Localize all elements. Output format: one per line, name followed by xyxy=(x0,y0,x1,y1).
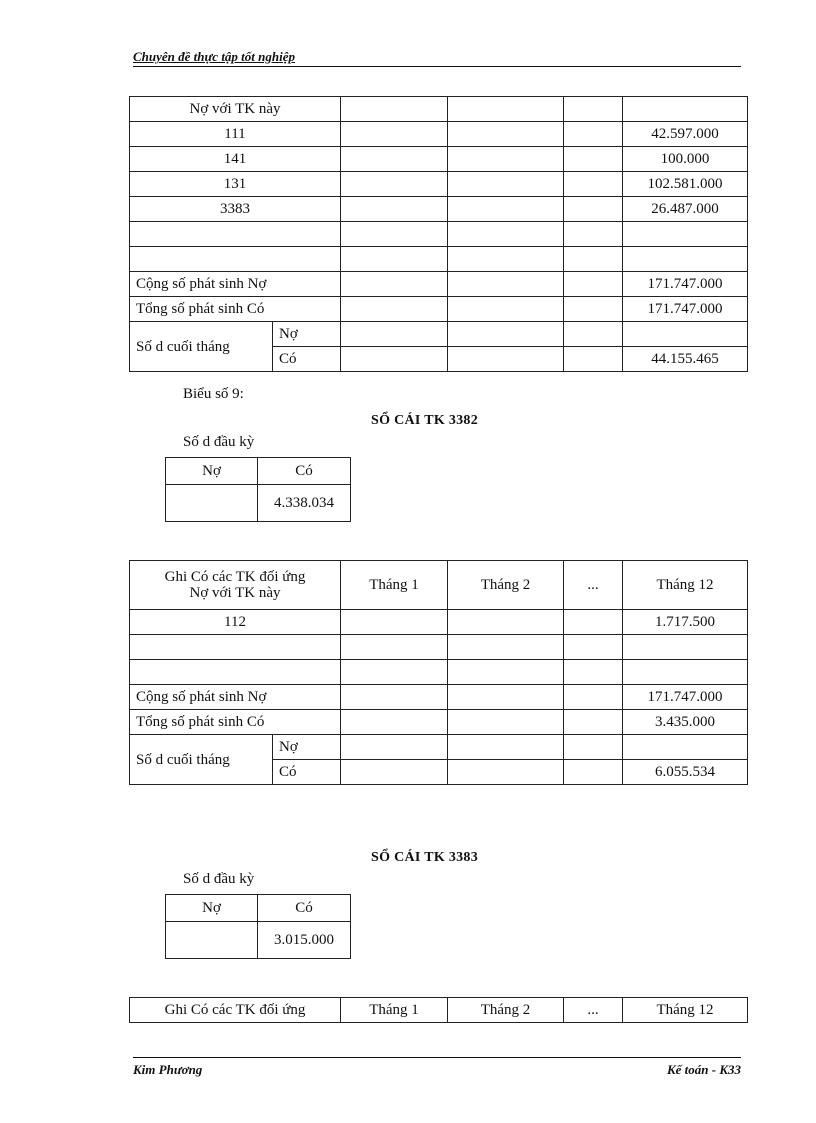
opening-credit-value: 3.015.000 xyxy=(258,922,351,959)
exhibit-label: Biểu số 9: xyxy=(183,386,244,402)
ledger-3382-title: SỔ CÁI TK 3382 xyxy=(371,413,479,428)
opening-debit-header: Nợ xyxy=(166,895,258,922)
total-debit-row xyxy=(130,685,748,710)
total-credit-row xyxy=(130,710,748,735)
account-column-header: Ghi Có các TK đối ứng xyxy=(130,998,341,1023)
table-row-empty xyxy=(130,247,748,272)
footer-author: Kim Phương xyxy=(133,1062,203,1077)
closing-credit-label: Có xyxy=(273,760,341,785)
amount-cell: 100.000 xyxy=(623,147,748,172)
account-cell: 3383 xyxy=(130,197,341,222)
closing-debit-label: Nợ xyxy=(273,735,341,760)
amount-cell: 26.487.000 xyxy=(623,197,748,222)
account-cell: 111 xyxy=(130,122,341,147)
month-1-header: Tháng 1 xyxy=(341,998,448,1023)
opening-credit-header: Có xyxy=(258,895,351,922)
table-row xyxy=(130,122,748,147)
total-debit-value: 171.747.000 xyxy=(623,685,748,710)
ledger-3382-table xyxy=(129,560,748,785)
ellipsis-header: ... xyxy=(564,998,623,1023)
opening-credit-header: Có xyxy=(258,458,351,485)
month-1-header: Tháng 1 xyxy=(341,561,448,610)
month-2-header: Tháng 2 xyxy=(448,561,564,610)
opening-balance-label: Số d đầu kỳ xyxy=(183,871,255,887)
closing-credit-label: Có xyxy=(273,347,341,372)
ledger-3383-table xyxy=(129,997,748,1023)
table-row-empty xyxy=(130,660,748,685)
opening-balance-label: Số d đầu kỳ xyxy=(183,434,255,450)
total-credit-row xyxy=(130,297,748,322)
month-12-header: Tháng 12 xyxy=(623,561,748,610)
table-row xyxy=(130,610,748,635)
table-row xyxy=(130,197,748,222)
table-row xyxy=(130,147,748,172)
opening-balance-table xyxy=(165,457,351,522)
total-credit-value: 3.435.000 xyxy=(623,710,748,735)
total-credit-label: Tổng số phát sinh Có xyxy=(130,710,341,735)
total-debit-label: Cộng số phát sinh Nợ xyxy=(130,685,341,710)
month-12-header: Tháng 12 xyxy=(623,998,748,1023)
page-footer xyxy=(133,1057,741,1078)
month-2-header: Tháng 2 xyxy=(448,998,564,1023)
closing-credit-value: 44.155.465 xyxy=(623,347,748,372)
ellipsis-header: ... xyxy=(564,561,623,610)
ledger-3383-title: SỔ CÁI TK 3383 xyxy=(371,850,479,865)
table-row xyxy=(130,97,748,122)
total-debit-value: 171.747.000 xyxy=(623,272,748,297)
opening-balance-table xyxy=(165,894,351,959)
footer-course: Kế toán - K33 xyxy=(666,1062,741,1077)
total-credit-label: Tổng số phát sinh Có xyxy=(130,297,341,322)
table-header-row xyxy=(130,998,748,1023)
table-row-empty xyxy=(130,635,748,660)
ledger-table-continued xyxy=(129,96,748,372)
amount-cell: 1.717.500 xyxy=(623,610,748,635)
closing-label: Số d cuối tháng xyxy=(130,322,273,372)
opening-credit-value: 4.338.034 xyxy=(258,485,351,522)
total-credit-value: 171.747.000 xyxy=(623,297,748,322)
table-row xyxy=(130,172,748,197)
opening-debit-header: Nợ xyxy=(166,458,258,485)
account-column-header: Ghi Có các TK đối ứng Nợ với TK này xyxy=(130,561,341,610)
page-header xyxy=(133,48,741,67)
amount-cell: 102.581.000 xyxy=(623,172,748,197)
account-cell: 141 xyxy=(130,147,341,172)
amount-cell: 42.597.000 xyxy=(623,122,748,147)
table-header-row xyxy=(130,561,748,610)
account-header-cell: Nợ với TK này xyxy=(130,97,341,122)
account-cell: 112 xyxy=(130,610,341,635)
account-cell: 131 xyxy=(130,172,341,197)
closing-credit-value: 6.055.534 xyxy=(623,760,748,785)
total-debit-label: Cộng số phát sinh Nợ xyxy=(130,272,341,297)
closing-debit-label: Nợ xyxy=(273,322,341,347)
closing-label: Số d cuối tháng xyxy=(130,735,273,785)
closing-debit-row xyxy=(130,322,748,347)
total-debit-row xyxy=(130,272,748,297)
header-title: Chuyên đề thực tập tốt nghiệp xyxy=(133,49,295,64)
table-row-empty xyxy=(130,222,748,247)
closing-debit-row xyxy=(130,735,748,760)
